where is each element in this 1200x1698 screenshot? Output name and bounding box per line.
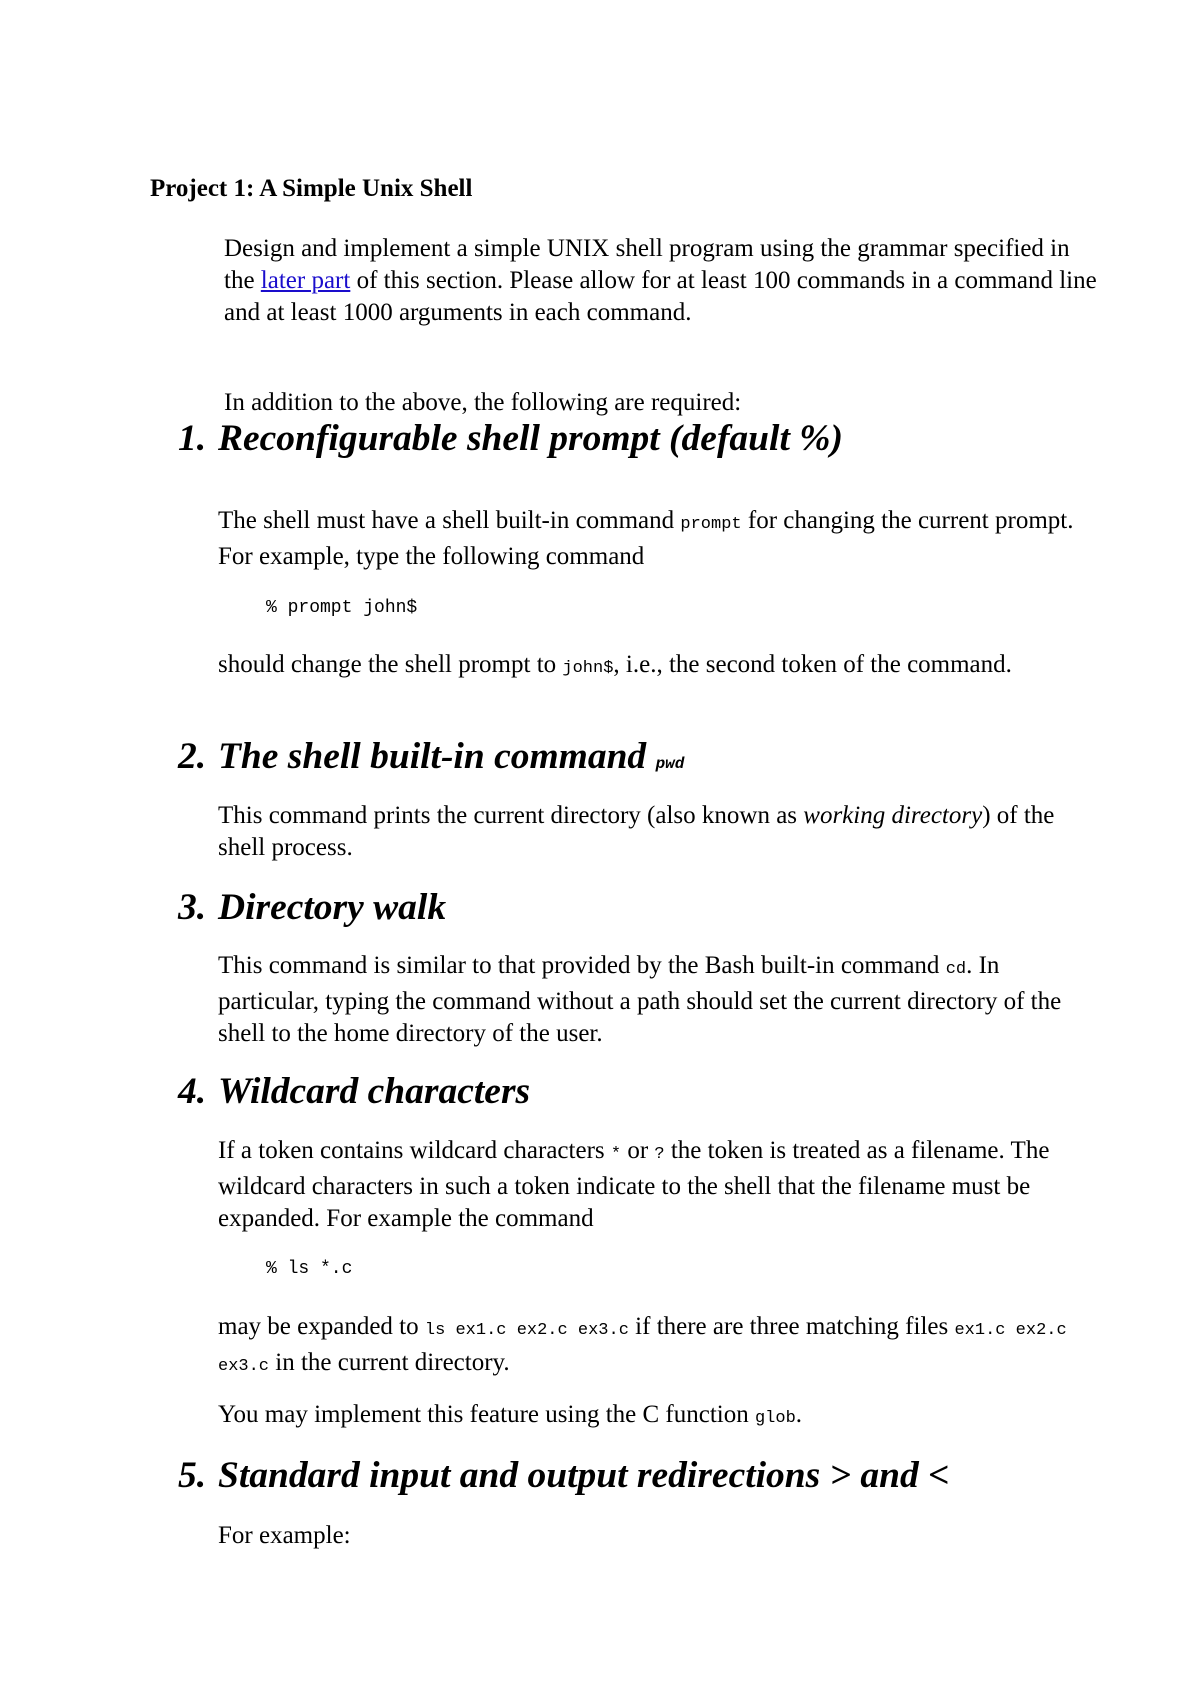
question-mark-code: ? xyxy=(654,1145,665,1164)
item-3-text-b: . In particular, typing the command without a path should set the current directory of the shell to the home directory of the user. xyxy=(218,952,1062,1047)
item-2-heading xyxy=(178,736,685,780)
item-1-number: 1. xyxy=(178,418,207,459)
working-directory-term: working directory xyxy=(803,802,983,829)
item-2-title: The shell built-in command xyxy=(218,736,656,777)
item-1-paragraph-2 xyxy=(218,649,1098,685)
item-4-text-or: or xyxy=(621,1137,655,1164)
john-code: john$ xyxy=(562,659,614,678)
asterisk-code: * xyxy=(610,1145,622,1164)
item-4-text-d: if there are three matching files xyxy=(628,1313,955,1340)
item-4-text-c: may be expanded to xyxy=(218,1313,425,1340)
item-2-text-b: ) of the shell process. xyxy=(218,802,1055,861)
ls-expanded-code: ls ex1.c ex2.c ex3.c xyxy=(424,1321,629,1340)
item-2-text-a: This command prints the current directory (also known as xyxy=(218,802,804,829)
item-1-text-c: should change the shell prompt to xyxy=(218,651,563,678)
item-5-heading xyxy=(178,1455,950,1496)
item-1-text-a: The shell must have a shell built-in command xyxy=(218,507,681,534)
ls-example-code: % ls *.c xyxy=(266,1259,353,1279)
item-1-text-d: , i.e., the second token of the command. xyxy=(613,651,1012,678)
item-3-text-a: This command is similar to that provided by the Bash built-in command xyxy=(218,952,946,979)
prompt-example-code: % prompt john$ xyxy=(266,598,418,618)
item-5-number: 5. xyxy=(178,1455,207,1496)
item-4-text-b: the token is treated as a filename. The wildcard characters in such a token indicate to the shell that the filename must be expanded. For example the command xyxy=(218,1137,1050,1232)
item-3-number: 3. xyxy=(178,887,207,928)
cd-code: cd xyxy=(945,960,967,979)
item-1-heading xyxy=(178,418,843,459)
page-title: Project 1: A Simple Unix Shell xyxy=(150,175,473,202)
matching-files-code: ex1.c ex2.c ex3.c xyxy=(218,1321,1067,1376)
item-1-paragraph xyxy=(218,505,1098,573)
item-1-title: Reconfigurable shell prompt (default %) xyxy=(218,418,843,459)
item-4-text-g: . xyxy=(795,1401,803,1428)
item-4-text-a: If a token contains wildcard characters xyxy=(218,1137,611,1164)
item-2-number: 2. xyxy=(178,736,207,777)
prompt-code: prompt xyxy=(680,515,742,534)
requirements-intro: In addition to the above, the following are required: xyxy=(224,389,742,416)
pwd-code: pwd xyxy=(655,755,685,773)
item-4-title: Wildcard characters xyxy=(218,1071,531,1112)
item-4-paragraph-2 xyxy=(218,1311,1098,1383)
item-5-title: Standard input and output redirections > and < xyxy=(218,1455,950,1496)
later-part-link[interactable]: later part xyxy=(260,267,351,294)
item-2-paragraph xyxy=(218,800,1098,864)
item-3-paragraph xyxy=(218,950,1098,1050)
item-1-text-b: for changing the current prompt. For example, type the following command xyxy=(218,507,1074,570)
item-4-number: 4. xyxy=(178,1071,207,1112)
item-4-paragraph xyxy=(218,1135,1098,1235)
item-4-text-e: in the current directory. xyxy=(269,1349,510,1376)
item-4-paragraph-3 xyxy=(218,1399,1098,1435)
item-3-heading xyxy=(178,887,447,928)
item-4-text-f: You may implement this feature using the C function xyxy=(218,1401,755,1428)
item-4-heading xyxy=(178,1071,531,1112)
glob-code: glob xyxy=(754,1409,796,1428)
intro-text-start: Design and implement a simple UNIX shell program using the grammar specified in the xyxy=(224,235,1070,294)
intro-text-end: of this section. Please allow for at least 100 commands in a command line and at least 1000 arguments in each command. xyxy=(224,267,1097,326)
item-5-paragraph: For example: xyxy=(218,1522,351,1549)
intro-paragraph xyxy=(224,233,1104,329)
item-3-title: Directory walk xyxy=(218,887,447,928)
